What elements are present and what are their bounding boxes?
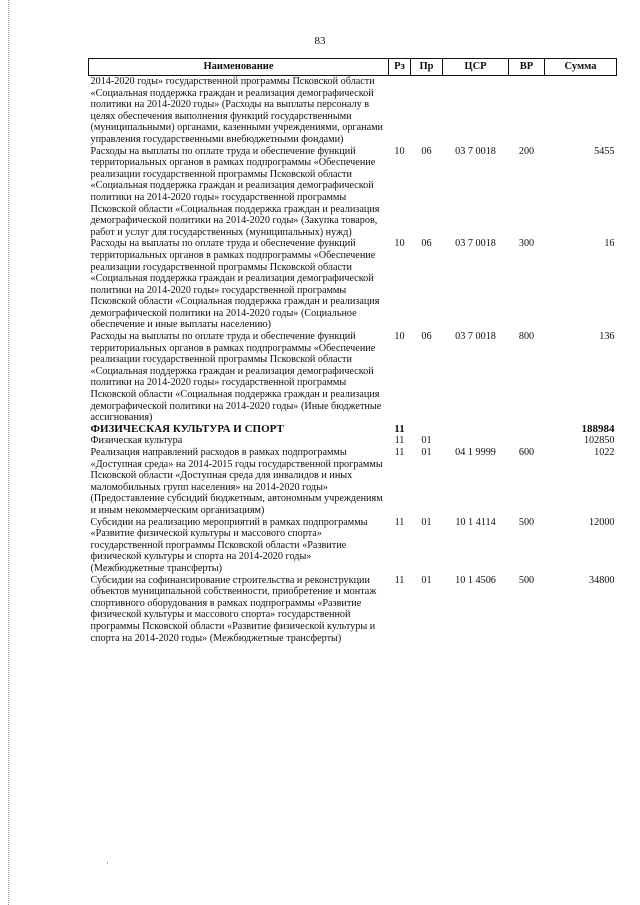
row-name: Расходы на выплаты по оплате труда и обеспечение функций территориальных органов в рамках подпрограммы «Обеспечение реализации государственной программы Псковской области «Социальная поддержка граждан и реализация демографической политики на 2014-2020 годы» государственной программы Псковской области «Социальная поддержка граждан и реализация демографической политики на 2014-2020 годы» (Иные бюджетные ассигнования) [90, 331, 382, 424]
row-pr [411, 76, 443, 146]
row-name: 2014-2020 годы» государственной программы Псковской области «Социальная поддержка граждан и реализация демографической политики на 2014-2020 годы» (Расходы на выплаты персоналу в целях обеспечения выполнения функций государственными (муниципальными) органами, казенными учреждениями, органами управления государственными внебюджетными фондами) [90, 76, 383, 145]
row-name: Расходы на выплаты по оплате труда и обеспечение функций территориальных органов в рамках подпрограммы «Обеспечение реализации государственной программы Псковской области «Социальная поддержка граждан и реализация демографической политики на 2014-2020 годы» государственной программы Псковской области «Социальная поддержка граждан и реализация демографической политики на 2014-2020 годы» (Закупка товаров, работ и услуг для государственных (муниципальных) нужд) [90, 145, 380, 238]
row-rz: 11 [394, 435, 405, 447]
table-row [89, 331, 617, 424]
row-rz: 10 [394, 145, 405, 157]
row-rz: 11 [394, 447, 405, 458]
row-sum: 34800 [589, 574, 615, 586]
row-csr [443, 435, 509, 447]
row-sum: 1022 [594, 447, 615, 458]
row-sum: 102850 [583, 435, 615, 447]
row-name: Физическая культура [90, 435, 183, 447]
table-row [89, 517, 617, 575]
row-vr: 200 [518, 145, 535, 157]
table-row [89, 447, 617, 517]
header-sum: Сумма [545, 59, 617, 76]
row-rz: 10 [394, 238, 405, 250]
row-pr [411, 424, 443, 436]
header-name: Наименование [89, 59, 389, 76]
row-sum: 12000 [589, 516, 615, 528]
header-csr: ЦСР [443, 59, 509, 76]
header-rz: Рз [389, 59, 411, 76]
row-name: Реализация направлений расходов в рамках подпрограммы «Доступная среда» на 2014-2015 годы государственной программы Псковской области «Доступная среда для инвалидов и иных маломобильных групп населения» на 2014-2020 годы» (Предоставление субсидий бюджетным, автономным учреждениям и иным некоммерческим организациям) [90, 447, 383, 516]
table-row [89, 575, 617, 645]
row-csr: 03 7 0018 [455, 238, 496, 250]
row-rz: 10 [394, 331, 405, 343]
row-pr: 01 [421, 516, 432, 528]
row-name: Расходы на выплаты по оплате труда и обеспечение функций территориальных органов в рамках подпрограммы «Обеспечение реализации государственной программы Псковской области «Социальная поддержка граждан и реализация демографической политики на 2014-2020 годы» государственной программы Псковской области «Социальная поддержка граждан и реализация демографической политики на 2014-2020 годы» (Социальное обеспечение и иные выплаты населению) [90, 238, 380, 331]
budget-table [88, 58, 617, 644]
row-sum: 188984 [581, 422, 615, 435]
row-vr [509, 424, 545, 436]
row-sum [545, 76, 617, 146]
row-csr [443, 424, 509, 436]
row-rz: 11 [394, 516, 405, 528]
row-pr: 06 [421, 238, 432, 250]
row-name: Субсидии на софинансирование строительства и реконструкции объектов муниципальной собственности, приобретение и монтаж спортивного оборудования в рамках подпрограммы «Развитие физической культуры и массового спорта» государственной программы Псковской области «Развитие физической культуры и спорта на 2014-2020 годы» (Межбюджетные трансферты) [90, 574, 377, 644]
section-title: ФИЗИЧЕСКАЯ КУЛЬТУРА И СПОРТ [90, 422, 284, 435]
row-rz: 11 [394, 422, 405, 435]
row-sum: 16 [604, 238, 615, 250]
row-vr: 800 [518, 331, 535, 343]
page-number: 83 [314, 35, 326, 47]
table-header-row [89, 59, 617, 76]
row-sum: 136 [599, 331, 615, 343]
row-vr: 500 [518, 574, 535, 586]
section-row [89, 424, 617, 436]
row-csr [443, 76, 509, 146]
row-vr [509, 435, 545, 447]
row-pr: 01 [421, 574, 432, 586]
row-sum: 5455 [594, 145, 615, 157]
row-vr: 500 [518, 516, 535, 528]
row-csr: 10 1 4114 [455, 516, 496, 528]
row-csr: 04 1 9999 [455, 447, 496, 458]
row-name: Субсидии на реализацию мероприятий в рамках подпрограммы «Развитие физической культуры и массового спорта» государственной программы Псковской области «Развитие физической культуры и спорта на 2014-2020 годы» (Межбюджетные трансферты) [90, 516, 368, 574]
row-vr: 600 [518, 447, 535, 458]
row-vr [509, 76, 545, 146]
row-rz [389, 76, 411, 146]
header-pr: Пр [411, 59, 443, 76]
page-edge-rule [8, 0, 9, 905]
header-vr: ВР [509, 59, 545, 76]
table-row [89, 435, 617, 447]
row-pr: 01 [421, 435, 432, 447]
row-pr: 06 [421, 145, 432, 157]
row-vr: 300 [518, 238, 535, 250]
row-pr: 01 [421, 447, 432, 458]
row-csr: 10 1 4506 [455, 574, 496, 586]
table-row [89, 146, 617, 239]
row-pr: 06 [421, 331, 432, 343]
row-csr: 03 7 0018 [455, 331, 496, 343]
table-row [89, 76, 617, 146]
row-rz: 11 [394, 574, 405, 586]
table-row [89, 238, 617, 331]
scan-mark: · [106, 858, 109, 868]
row-csr: 03 7 0018 [455, 145, 496, 157]
